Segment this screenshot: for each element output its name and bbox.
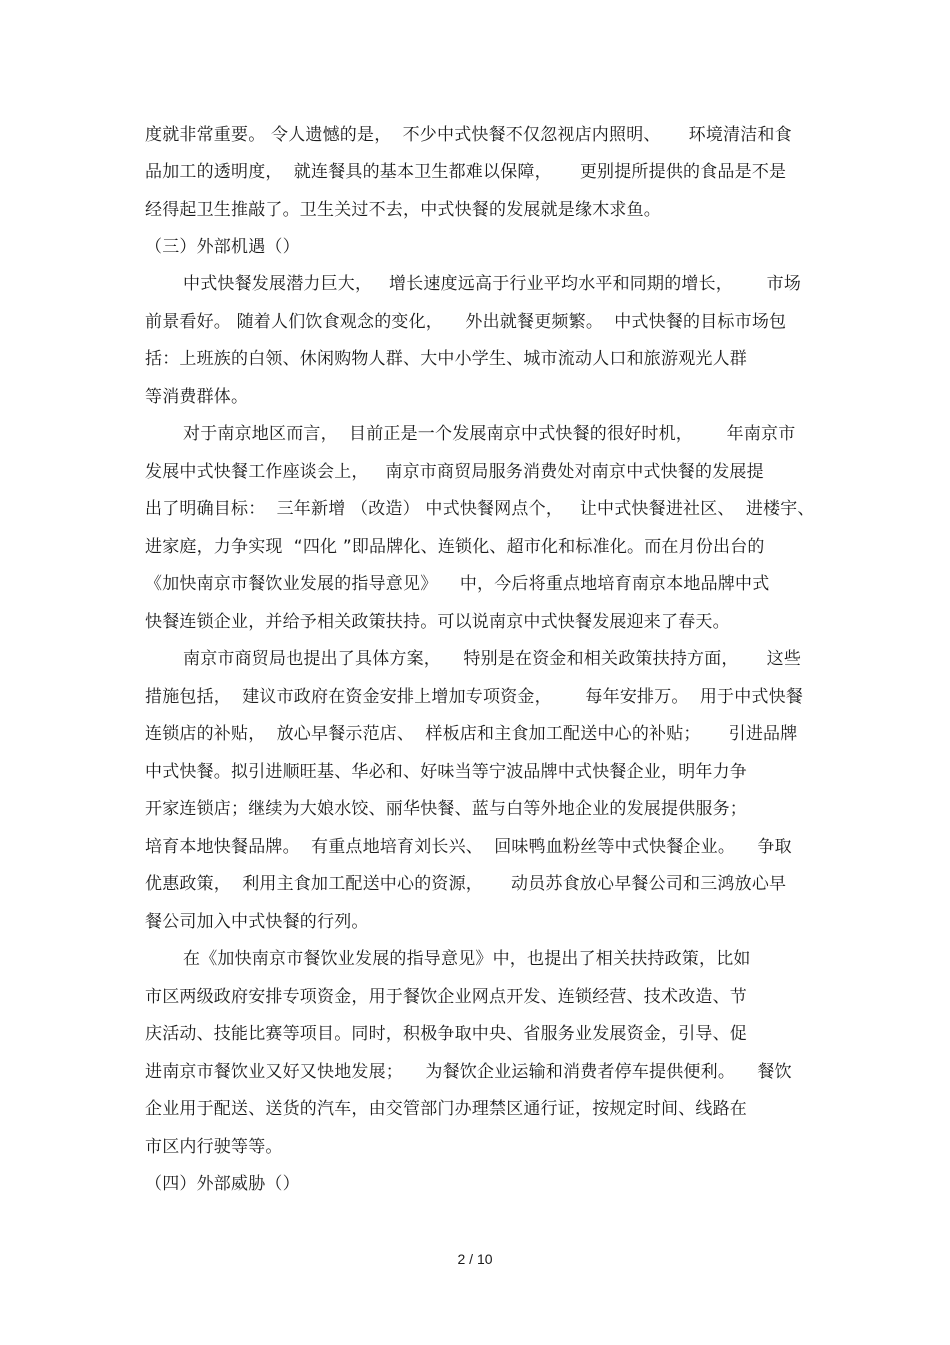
text-line: 《加快南京市餐饮业发展的指导意见》 中，今后将重点地培育南京本地品牌中式 (145, 574, 770, 594)
text-line: 优惠政策， 利用主食加工配送中心的资源， 动员苏食放心早餐公司和三鸿放心早 (145, 874, 787, 894)
text-line: 经得起卫生推敲了。卫生关过不去，中式快餐的发展就是缘木求鱼。 (145, 200, 661, 220)
text-line: 餐公司加入中式快餐的行列。 (145, 912, 369, 932)
section-heading-threats: （四）外部威胁（） (145, 1174, 300, 1194)
text-line: 度就非常重要。 令人遗憾的是， 不少中式快餐不仅忽视店内照明、 环境清洁和食 (145, 125, 792, 145)
text-line: 快餐连锁企业，并给予相关政策扶持。可以说南京中式快餐发展迎来了春天。 (145, 612, 730, 632)
text-line: 庆活动、技能比赛等项目。同时，积极争取中央、省服务业发展资金，引导、促 (145, 1024, 747, 1044)
text-line: 措施包括， 建议市政府在资金安排上增加专项资金， 每年安排万。 用于中式快餐 (145, 687, 804, 707)
text-line: 进南京市餐饮业又好又快地发展； 为餐饮企业运输和消费者停车提供便利。 餐饮 (145, 1062, 792, 1082)
text-line: 开家连锁店；继续为大娘水饺、丽华快餐、蓝与白等外地企业的发展提供服务； (145, 799, 747, 819)
text-line: 培育本地快餐品牌。 有重点地培育刘长兴、 回味鸭血粉丝等中式快餐企业。 争取 (145, 837, 792, 857)
text-line: 中式快餐。拟引进顺旺基、华必和、好味当等宁波品牌中式快餐企业，明年力争 (145, 762, 747, 782)
text-line: 出了明确目标： 三年新增 （改造） 中式快餐网点个， 让中式快餐进社区、 进楼宇、 (145, 499, 815, 519)
text-line: 发展中式快餐工作座谈会上， 南京市商贸局服务消费处对南京中式快餐的发展提 (145, 462, 764, 482)
section-heading-opportunities: （三）外部机遇（） (145, 237, 300, 257)
text-line: 括：上班族的白领、休闲购物人群、大中小学生、城市流动人口和旅游观光人群 (145, 349, 747, 369)
text-line: 市区两级政府安排专项资金，用于餐饮企业网点开发、连锁经营、技术改造、节 (145, 987, 747, 1007)
text-line: 南京市商贸局也提出了具体方案， 特别是在资金和相关政策扶持方面， 这些 (183, 649, 802, 669)
text-line: 连锁店的补贴， 放心早餐示范店、 样板店和主食加工配送中心的补贴； 引进品牌 (145, 724, 798, 744)
text-line: 对于南京地区而言， 目前正是一个发展南京中式快餐的很好时机， 年南京市 (183, 424, 796, 444)
text-line: 进家庭，力争实现 “四化 ”即品牌化、连锁化、超市化和标准化。而在月份出台的 (145, 537, 765, 557)
text-line: 前景看好。 随着人们饮食观念的变化， 外出就餐更频繁。 中式快餐的目标市场包 (145, 312, 787, 332)
text-line: 企业用于配送、送货的汽车，由交管部门办理禁区通行证，按规定时间、线路在 (145, 1099, 747, 1119)
text-line: 在《加快南京市餐饮业发展的指导意见》中，也提出了相关扶持政策，比如 (183, 949, 751, 969)
text-line: 品加工的透明度， 就连餐具的基本卫生都难以保障， 更别提所提供的食品是不是 (145, 162, 787, 182)
text-line: 等消费群体。 (145, 387, 249, 407)
text-line: 中式快餐发展潜力巨大， 增长速度远高于行业平均水平和同期的增长， 市场 (183, 274, 802, 294)
page-number: 2 / 10 (457, 1251, 493, 1267)
text-line: 市区内行驶等等。 (145, 1137, 283, 1157)
